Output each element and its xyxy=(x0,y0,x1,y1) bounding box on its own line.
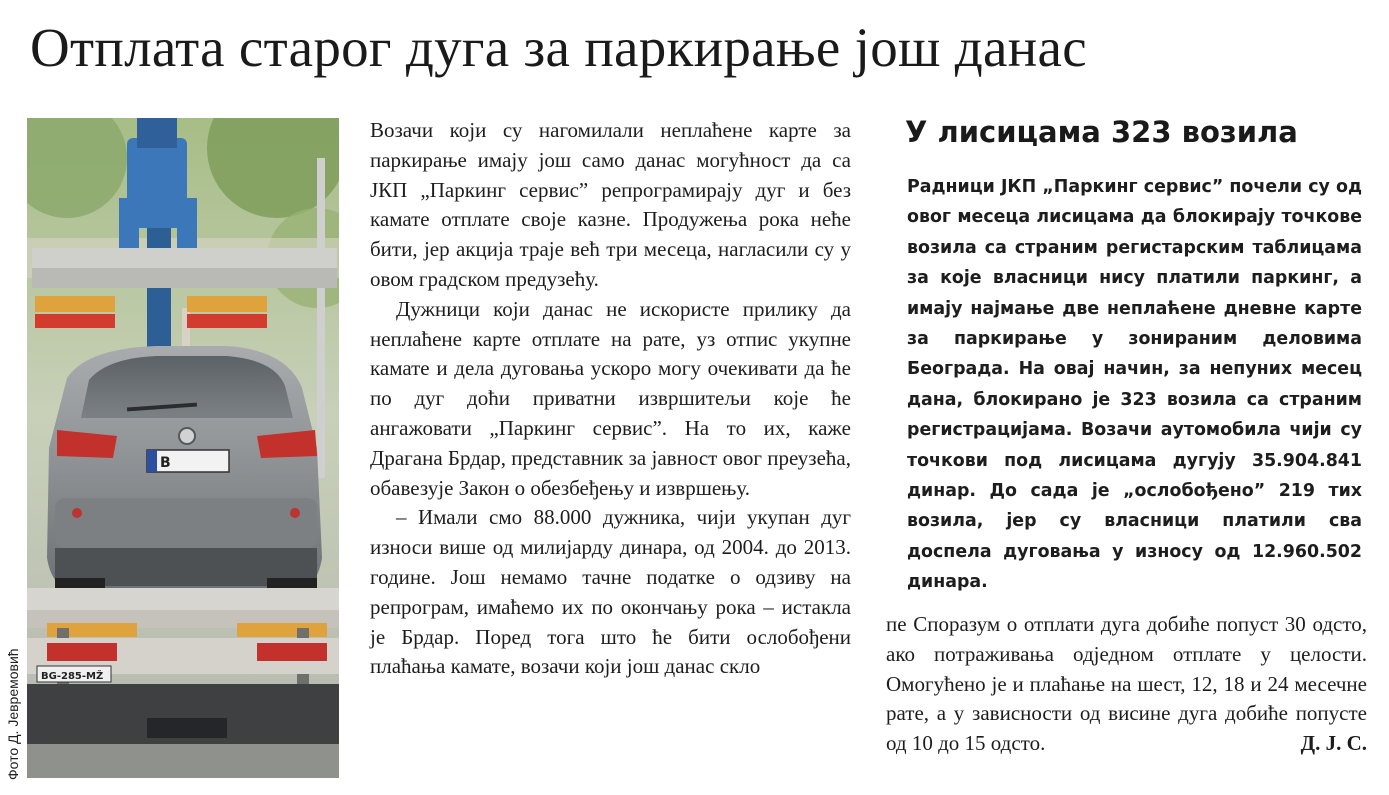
article-continuation xyxy=(886,610,1367,759)
article-body xyxy=(370,116,851,682)
car-plate-text: B xyxy=(160,455,171,471)
truck-plate-text: BG-285-MŽ xyxy=(41,671,104,682)
article-paragraph-1: Возачи који су нагомилали неплаћене карте за паркирање имају још само данас могућност да са ЈКП „Паркинг сервис” репрограмирају дуг и без камате отплате своје казне. Продужења рока неће бити, јер акција траје већ три месеца, нагласили су у овом градском предузећу. xyxy=(370,118,851,291)
article-paragraph-3: – Имали смо 88.000 дужника, чији укупан дуг износи више од милијарду динара, од 2004. до 2013. године. Још немамо тачне податке о одзиву на репрограм, имаћемо их по окончању рока – истакла је Брдар. Поред тога што ће бити ослобођени плаћања камате, возачи који још данас скло xyxy=(370,505,851,679)
photo-credit: Фото Д. Јевремовић xyxy=(5,648,21,780)
sidebar-body: Радници ЈКП „Паркинг сервис” почели су од овог месеца лисицама да блокирају точкове возила са страним регистарским таблицама за које власници нису платили паркинг, а имају најмање две неплаћене дневне карте за паркирање у зонираним деловима Београда. На овај начин, за непуних месец дана, блокирано је 323 возила са страним регистрацијама. Возачи аутомобила чији су точкови под лисицама дугују 35.904.841 динар. До сада је „ослобођено” 219 тих возила, јер су власници платили сва доспела дуговања у износу од 12.960.502 динара. xyxy=(907,177,1362,593)
continuation-text: пе Споразум о отплати дуга добиће попуст 30 одсто, ако потраживања одједном отплате у целости. Омогућено је и плаћање на шест, 12, 18 и 24 месечне рате, а у зависности од висине дуга добиће попусте од 10 до 15 одсто. xyxy=(886,612,1367,756)
article-paragraph-2: Дужници који данас не искористе прилику да неплаћене карте отплате на рате, уз отпис укупне камате и дела дуговања ускоро могу очекивати да ће по дуг доћи приватни извршитељи које ће ангажовати „Паркинг сервис”. На то их, каже Драгана Брдар, представник за јавност овог преузећа, обавезује Закон о обезбеђењу и извршењу. xyxy=(370,296,851,500)
headline: Отплата старог дуга за паркирање још данас xyxy=(30,17,1087,78)
photo-tow-truck-car xyxy=(27,118,339,778)
photo-illustration xyxy=(27,118,339,778)
sidebar-title: У лисицама 323 возила xyxy=(905,115,1298,149)
byline: Д. Ј. С. xyxy=(1300,731,1367,756)
